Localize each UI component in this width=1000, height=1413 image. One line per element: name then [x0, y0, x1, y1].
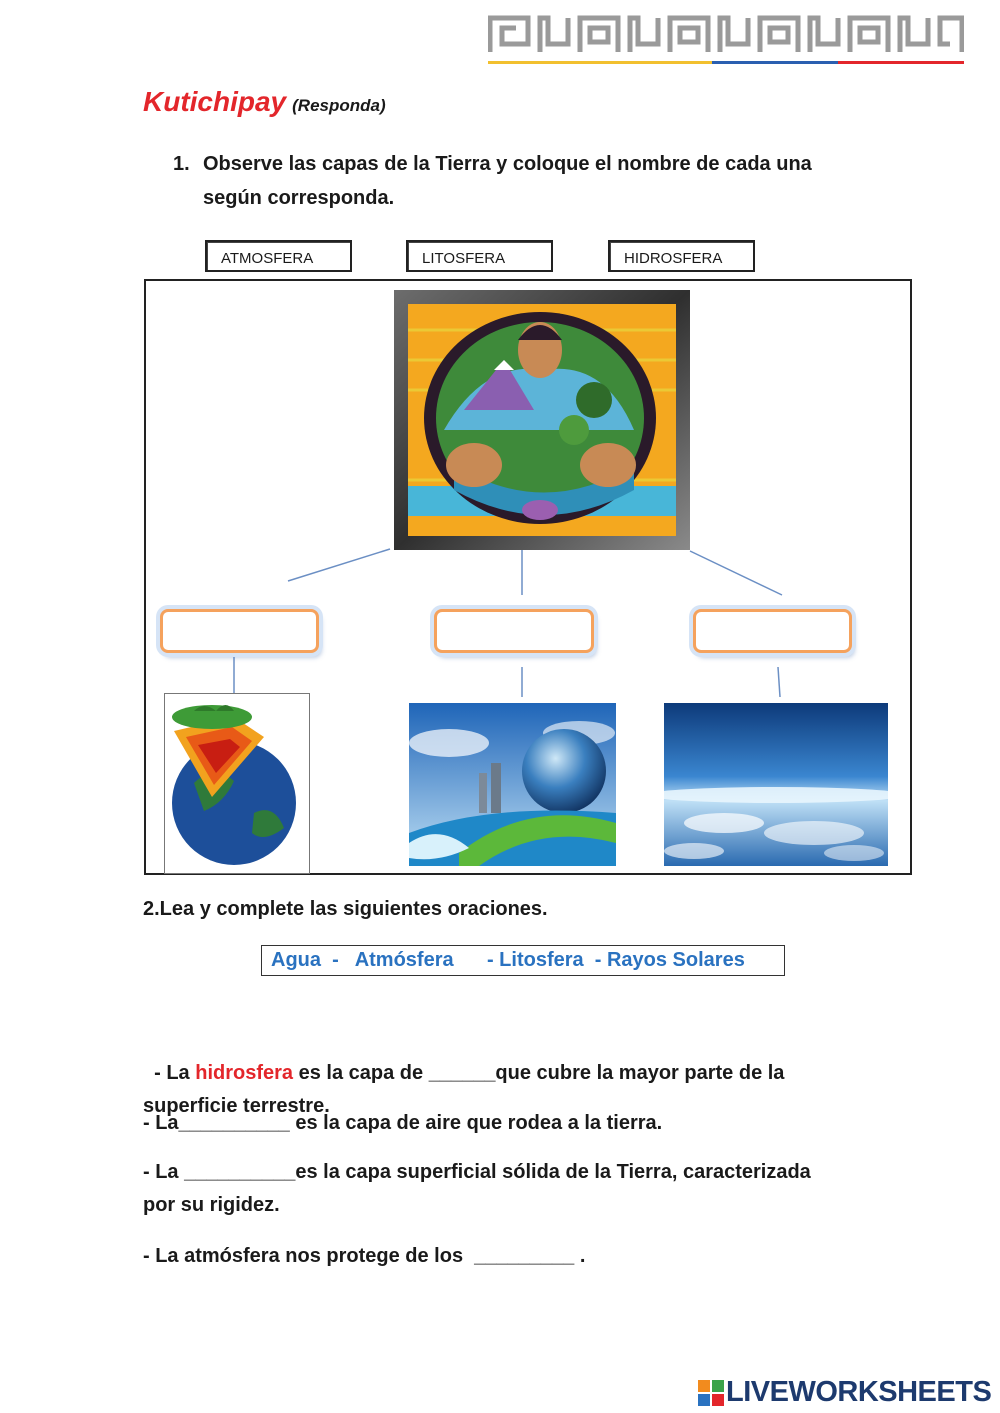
earth-cross-section-image	[164, 693, 310, 874]
word-bank: Agua - Atmósfera - Litosfera - Rayos Solares	[261, 945, 785, 976]
liveworksheets-logo	[698, 1376, 994, 1408]
page-title	[143, 86, 386, 118]
sentence-1-prefix: - La	[154, 1062, 196, 1084]
question-1	[173, 147, 873, 215]
title-main: Kutichipay	[143, 86, 287, 117]
question-2: 2.Lea y complete las siguientes oraciones.	[143, 898, 548, 920]
sky-atmosphere-image	[664, 703, 888, 866]
liveworksheets-icon	[698, 1380, 724, 1406]
andean-pattern-banner	[488, 14, 964, 54]
pachamama-earth-illustration	[394, 290, 690, 550]
answer-box-center[interactable]	[434, 609, 594, 653]
sentence-2: - La__________ es la capa de aire que rodea a la tierra.	[143, 1112, 663, 1134]
answer-box-left[interactable]	[160, 609, 319, 653]
answer-box-right[interactable]	[693, 609, 852, 653]
question-1-number: 1.	[173, 153, 190, 175]
sentence-3: - La __________es la capa superficial sólida de la Tierra, caracterizada por su rigidez.	[143, 1161, 817, 1216]
word-box-litosfera[interactable]: LITOSFERA	[406, 240, 553, 272]
earth-water-globe-image	[409, 703, 616, 866]
header-stripe-red	[838, 61, 964, 64]
question-1-text: Observe las capas de la Tierra y coloque el nombre de cada una según corresponda.	[203, 153, 812, 209]
sentence-4: - La atmósfera nos protege de los _________ .	[143, 1245, 586, 1267]
title-sub: (Responda)	[292, 96, 386, 115]
header-stripe-blue	[712, 61, 838, 64]
liveworksheets-brand: LIVEWORKSHEETS	[726, 1376, 992, 1408]
word-box-atmosfera[interactable]: ATMOSFERA	[205, 240, 352, 272]
header-stripe-yellow	[488, 61, 712, 64]
sentence-1-highlight: hidrosfera	[195, 1062, 294, 1084]
sentence-1-rest: es la capa de ______que cubre la mayor parte de la superficie terrestre.	[143, 1062, 790, 1117]
word-box-hidrosfera[interactable]: HIDROSFERA	[608, 240, 755, 272]
